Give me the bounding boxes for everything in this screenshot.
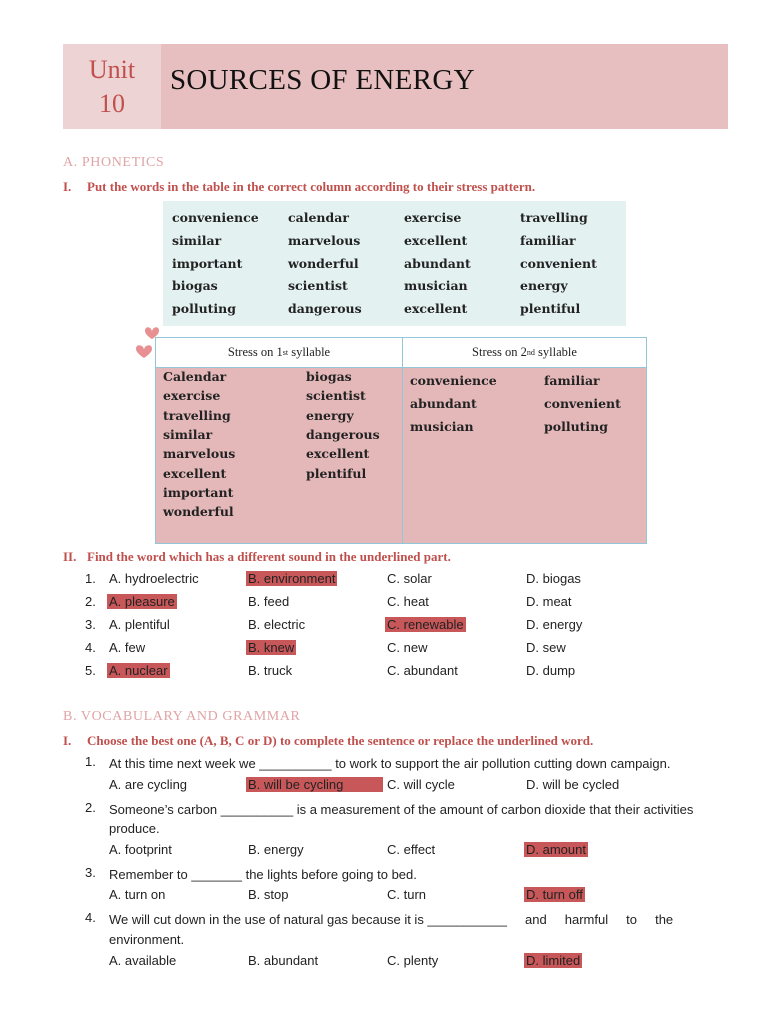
- option-b[interactable]: B. truck: [248, 663, 293, 678]
- item-number: 5.: [85, 663, 96, 678]
- option-c[interactable]: C. turn: [387, 887, 427, 902]
- word-item: important: [172, 255, 243, 271]
- stress-word: important: [163, 484, 234, 500]
- question-text: Remember to _______ the lights before going to bed.: [109, 867, 417, 882]
- option-a[interactable]: A. nuclear: [109, 663, 168, 678]
- header-stress-1st: [156, 338, 402, 367]
- stress-word: travelling: [163, 407, 231, 423]
- word-item: convenient: [520, 255, 597, 271]
- option-b[interactable]: B. energy: [248, 842, 304, 857]
- word-item: dangerous: [288, 301, 362, 317]
- option-d[interactable]: D. will be cycled: [526, 777, 620, 792]
- task-number: I.: [63, 179, 72, 194]
- task-phonetics-2: [63, 549, 451, 565]
- option-d[interactable]: D. meat: [526, 594, 572, 609]
- stress-word: energy: [306, 407, 354, 423]
- stress-word: scientist: [306, 388, 366, 404]
- option-d[interactable]: D. sew: [526, 640, 566, 655]
- word-item: convenience: [172, 210, 259, 225]
- task-text: Find the word which has a different sound in the underlined part.: [87, 549, 451, 564]
- option-c[interactable]: C. effect: [387, 842, 436, 857]
- section-vocab-heading: B. VOCABULARY AND GRAMMAR: [63, 709, 301, 724]
- question-text: We will cut down in the use of natural gas because it is ___________ and harmful to the: [109, 912, 674, 927]
- unit-number: 10: [99, 88, 125, 118]
- stress-word: wonderful: [163, 504, 234, 520]
- word-item: marvelous: [288, 232, 361, 248]
- stress-word: excellent: [306, 446, 370, 462]
- option-b[interactable]: B. feed: [248, 594, 290, 609]
- stress-word: excellent: [163, 465, 227, 481]
- option-c[interactable]: C. abundant: [387, 663, 458, 678]
- unit-badge: [63, 44, 161, 129]
- header-sup: nd: [526, 348, 535, 357]
- header-suffix: syllable: [534, 345, 577, 359]
- word-item: travelling: [520, 210, 588, 225]
- question-number: 1.: [85, 754, 96, 769]
- task-number: I.: [63, 733, 72, 748]
- word-box: [163, 201, 626, 326]
- item-number: 2.: [85, 594, 96, 609]
- word-item: energy: [520, 278, 568, 294]
- task-number: II.: [63, 549, 77, 564]
- word-item: scientist: [288, 278, 348, 294]
- item-number: 1.: [85, 571, 96, 586]
- word-item: musician: [404, 278, 468, 294]
- task-text: Put the words in the table in the correct column according to their stress pattern.: [87, 179, 536, 194]
- option-d[interactable]: D. energy: [526, 617, 583, 632]
- option-c[interactable]: C. solar: [387, 571, 432, 586]
- word-item: familiar: [520, 232, 576, 248]
- stress-word: exercise: [163, 388, 221, 404]
- word-item: polluting: [172, 301, 237, 317]
- option-d[interactable]: D. turn off: [526, 887, 583, 902]
- stress-word: abundant: [410, 396, 477, 411]
- option-b[interactable]: B. will be cycling: [246, 777, 383, 792]
- header-sup: st: [282, 348, 289, 357]
- task-vocab-1: [63, 733, 593, 749]
- item-number: 4.: [85, 640, 96, 655]
- option-a[interactable]: A. turn on: [109, 887, 166, 902]
- option-a[interactable]: A. are cycling: [109, 777, 188, 792]
- stress-word: plentiful: [306, 465, 367, 481]
- question-text: Someone’s carbon __________ is a measurement of the amount of carbon dioxide that their activities: [109, 802, 694, 817]
- question-number: 3.: [85, 865, 96, 880]
- option-c[interactable]: C. new: [387, 640, 428, 655]
- stress-word: musician: [410, 419, 474, 434]
- word-item: calendar: [288, 210, 349, 225]
- option-c[interactable]: C. heat: [387, 594, 429, 609]
- question-text: At this time next week we __________ to work to support the air pollution cutting down campaign.: [109, 756, 671, 771]
- word-item: abundant: [404, 255, 471, 271]
- page-title: SOURCES OF ENERGY: [170, 64, 475, 96]
- question-text-cont: produce.: [109, 821, 160, 836]
- word-item: wonderful: [288, 255, 359, 271]
- option-b[interactable]: B. environment: [248, 571, 336, 586]
- option-a[interactable]: A. pleasure: [109, 594, 175, 609]
- word-item: similar: [172, 232, 222, 248]
- cell-stress-2nd: [403, 368, 646, 543]
- option-d[interactable]: D. biogas: [526, 571, 581, 586]
- option-c[interactable]: C. renewable: [387, 617, 464, 632]
- stress-word: dangerous: [306, 426, 380, 442]
- stress-word: similar: [163, 426, 213, 442]
- stress-table: [155, 337, 647, 544]
- option-c[interactable]: C. will cycle: [387, 777, 455, 792]
- task-phonetics-1: [63, 179, 535, 195]
- stress-word: marvelous: [163, 446, 236, 462]
- word-item: plentiful: [520, 301, 581, 317]
- question-number: 4.: [85, 910, 96, 925]
- option-d[interactable]: D. amount: [526, 842, 586, 857]
- word-item: excellent: [404, 232, 468, 248]
- stress-word: convenient: [544, 396, 621, 411]
- question-text-cont: environment.: [109, 932, 185, 947]
- stress-word: convenience: [410, 373, 497, 388]
- question-number: 2.: [85, 800, 96, 815]
- stress-word: polluting: [544, 419, 609, 434]
- stress-word: Calendar: [163, 369, 227, 384]
- option-a[interactable]: A. footprint: [109, 842, 172, 857]
- task-text: Choose the best one (A, B, C or D) to complete the sentence or replace the underlined word.: [87, 733, 594, 748]
- word-item: excellent: [404, 301, 468, 317]
- stress-word: familiar: [544, 373, 600, 388]
- option-d[interactable]: D. dump: [526, 663, 576, 678]
- header-stress-2nd: [403, 338, 646, 367]
- option-d[interactable]: D. limited: [526, 953, 581, 968]
- word-item: biogas: [172, 278, 218, 294]
- option-a[interactable]: A. plentiful: [109, 617, 170, 632]
- section-phonetics-heading: A. PHONETICS: [63, 155, 165, 170]
- option-a[interactable]: A. few: [109, 640, 146, 655]
- option-b[interactable]: B. knew: [248, 640, 295, 655]
- header-suffix: syllable: [288, 345, 331, 359]
- item-number: 3.: [85, 617, 96, 632]
- header-text: Stress on 2: [472, 345, 527, 359]
- word-item: exercise: [404, 210, 462, 225]
- stress-word: biogas: [306, 369, 352, 384]
- option-b[interactable]: B. stop: [248, 887, 289, 902]
- option-c[interactable]: C. plenty: [387, 953, 439, 968]
- header-text: Stress on 1: [227, 345, 283, 359]
- option-a[interactable]: A. available: [109, 953, 177, 968]
- option-b[interactable]: B. abundant: [248, 953, 319, 968]
- unit-label: Unit: [88, 54, 136, 84]
- option-a[interactable]: A. hydroelectric: [109, 571, 199, 586]
- option-b[interactable]: B. electric: [248, 617, 306, 632]
